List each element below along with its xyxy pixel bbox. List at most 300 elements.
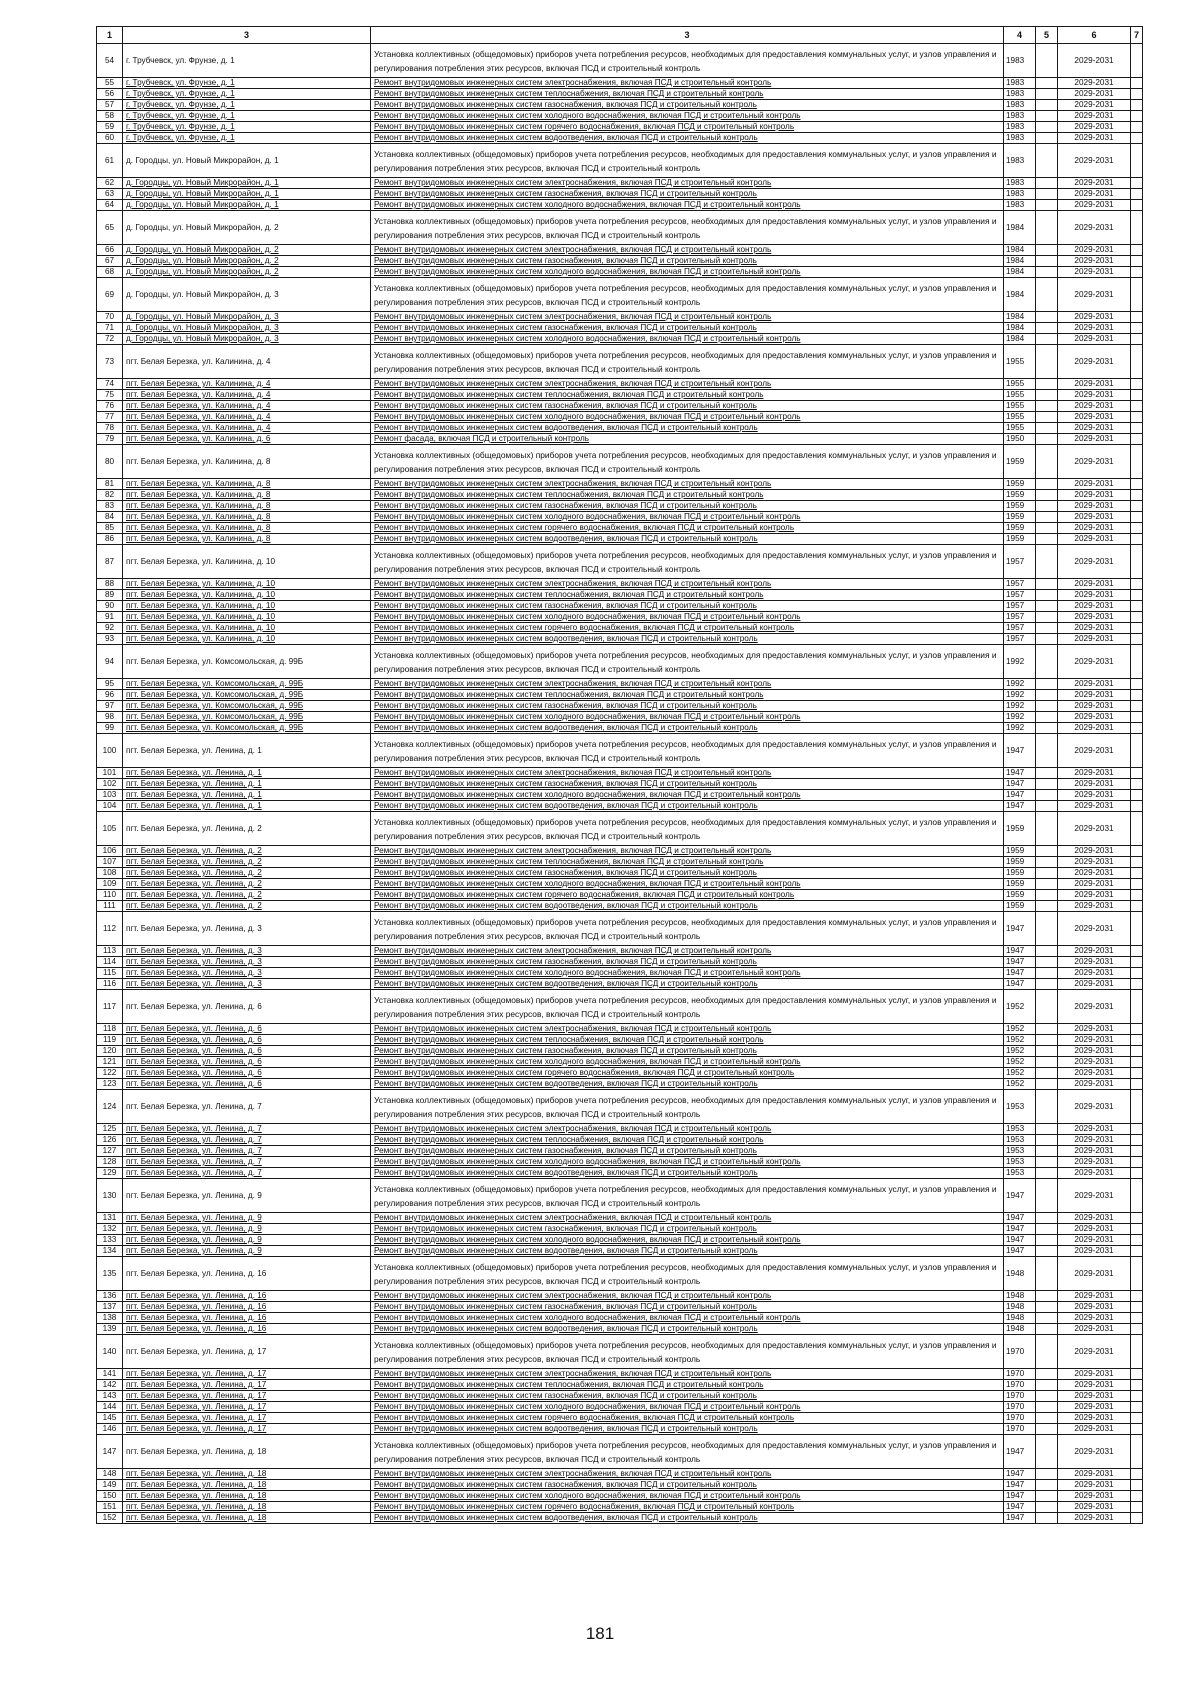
address-cell: пгт. Белая Березка, ул. Калинина, д. 10: [123, 579, 371, 590]
empty-col-5-cell: [1036, 946, 1058, 957]
header-col-1: 1: [97, 27, 123, 44]
address-cell: пгт. Белая Березка, ул. Калинина, д. 4: [123, 412, 371, 423]
row-number: 140: [97, 1335, 123, 1369]
work-type-cell: Ремонт внутридомовых инженерных систем электроснабжения, включая ПСД и строительный контроль: [371, 245, 1004, 256]
row-number: 151: [97, 1502, 123, 1513]
table-row: [97, 979, 1143, 990]
row-number: 58: [97, 111, 123, 122]
row-number: 130: [97, 1179, 123, 1213]
row-number: 125: [97, 1124, 123, 1135]
row-number: 152: [97, 1513, 123, 1524]
address-cell: пгт. Белая Березка, ул. Ленина, д. 18: [123, 1502, 371, 1513]
year-built-cell: 1983: [1004, 189, 1036, 200]
empty-col-5-cell: [1036, 1146, 1058, 1157]
empty-col-5-cell: [1036, 501, 1058, 512]
year-built-cell: 1959: [1004, 523, 1036, 534]
address-cell: пгт. Белая Березка, ул. Ленина, д. 18: [123, 1435, 371, 1469]
table-row: [97, 434, 1143, 445]
period-cell: 2029-2031: [1058, 1146, 1131, 1157]
address-cell: д. Городцы, ул. Новый Микрорайон, д. 3: [123, 334, 371, 345]
table-row: [97, 879, 1143, 890]
year-built-cell: 1959: [1004, 868, 1036, 879]
empty-col-5-cell: [1036, 479, 1058, 490]
empty-col-5-cell: [1036, 979, 1058, 990]
address-cell: пгт. Белая Березка, ул. Ленина, д. 2: [123, 890, 371, 901]
period-cell: 2029-2031: [1058, 601, 1131, 612]
address-cell: пгт. Белая Березка, ул. Калинина, д. 10: [123, 612, 371, 623]
period-cell: 2029-2031: [1058, 178, 1131, 189]
empty-col-5-cell: [1036, 1068, 1058, 1079]
empty-col-5-cell: [1036, 846, 1058, 857]
address-cell: пгт. Белая Березка, ул. Калинина, д. 4: [123, 423, 371, 434]
empty-col-7-cell: [1131, 434, 1143, 445]
table-row: [97, 278, 1143, 312]
work-type-cell: Установка коллективных (общедомовых) приборов учета потребления ресурсов, необходимых для предоставления коммунальных услуг, и узлов управления и регулирования потребления этих ресурсов, включая ПСД и строительный контроль: [371, 345, 1004, 379]
row-number: 98: [97, 712, 123, 723]
empty-col-5-cell: [1036, 390, 1058, 401]
period-cell: 2029-2031: [1058, 245, 1131, 256]
empty-col-7-cell: [1131, 1035, 1143, 1046]
work-type-cell: Установка коллективных (общедомовых) приборов учета потребления ресурсов, необходимых для предоставления коммунальных услуг, и узлов управления и регулирования потребления этих ресурсов, включая ПСД и строительный контроль: [371, 990, 1004, 1024]
year-built-cell: 1959: [1004, 901, 1036, 912]
table-row: [97, 623, 1143, 634]
empty-col-5-cell: [1036, 812, 1058, 846]
year-built-cell: 1959: [1004, 879, 1036, 890]
work-type-cell: Ремонт внутридомовых инженерных систем электроснабжения, включая ПСД и строительный контроль: [371, 379, 1004, 390]
empty-col-7-cell: [1131, 1024, 1143, 1035]
row-number: 63: [97, 189, 123, 200]
address-cell: пгт. Белая Березка, ул. Комсомольская, д. 99Б: [123, 645, 371, 679]
row-number: 115: [97, 968, 123, 979]
empty-col-5-cell: [1036, 1380, 1058, 1391]
address-cell: пгт. Белая Березка, ул. Ленина, д. 9: [123, 1246, 371, 1257]
row-number: 60: [97, 133, 123, 144]
period-cell: 2029-2031: [1058, 523, 1131, 534]
work-type-cell: Установка коллективных (общедомовых) приборов учета потребления ресурсов, необходимых для предоставления коммунальных услуг, и узлов управления и регулирования потребления этих ресурсов, включая ПСД и строительный контроль: [371, 812, 1004, 846]
work-type-cell: Ремонт внутридомовых инженерных систем холодного водоснабжения, включая ПСД и строительный контроль: [371, 1057, 1004, 1068]
table-row: [97, 723, 1143, 734]
year-built-cell: 1947: [1004, 968, 1036, 979]
empty-col-5-cell: [1036, 1079, 1058, 1090]
table-row: [97, 133, 1143, 144]
row-number: 84: [97, 512, 123, 523]
row-number: 150: [97, 1491, 123, 1502]
table-row: [97, 590, 1143, 601]
address-cell: пгт. Белая Березка, ул. Ленина, д. 6: [123, 1068, 371, 1079]
table-row: [97, 1146, 1143, 1157]
empty-col-7-cell: [1131, 1391, 1143, 1402]
address-cell: пгт. Белая Березка, ул. Ленина, д. 16: [123, 1302, 371, 1313]
work-type-cell: Ремонт внутридомовых инженерных систем теплоснабжения, включая ПСД и строительный контроль: [371, 1135, 1004, 1146]
row-number: 65: [97, 211, 123, 245]
empty-col-7-cell: [1131, 334, 1143, 345]
empty-col-7-cell: [1131, 278, 1143, 312]
row-number: 93: [97, 634, 123, 645]
header-col-6: 6: [1058, 27, 1131, 44]
work-type-cell: Ремонт внутридомовых инженерных систем газоснабжения, включая ПСД и строительный контроль: [371, 701, 1004, 712]
work-type-cell: Ремонт внутридомовых инженерных систем электроснабжения, включая ПСД и строительный контроль: [371, 946, 1004, 957]
period-cell: 2029-2031: [1058, 946, 1131, 957]
row-number: 75: [97, 390, 123, 401]
table-row: [97, 812, 1143, 846]
empty-col-5-cell: [1036, 211, 1058, 245]
empty-col-7-cell: [1131, 512, 1143, 523]
work-type-cell: Ремонт внутридомовых инженерных систем газоснабжения, включая ПСД и строительный контроль: [371, 323, 1004, 334]
period-cell: 2029-2031: [1058, 879, 1131, 890]
period-cell: 2029-2031: [1058, 122, 1131, 133]
period-cell: 2029-2031: [1058, 89, 1131, 100]
year-built-cell: 1947: [1004, 1502, 1036, 1513]
work-type-cell: Установка коллективных (общедомовых) приборов учета потребления ресурсов, необходимых для предоставления коммунальных услуг, и узлов управления и регулирования потребления этих ресурсов, включая ПСД и строительный контроль: [371, 912, 1004, 946]
empty-col-5-cell: [1036, 1157, 1058, 1168]
address-cell: д. Городцы, ул. Новый Микрорайон, д. 2: [123, 256, 371, 267]
year-built-cell: 1952: [1004, 990, 1036, 1024]
work-type-cell: Ремонт внутридомовых инженерных систем газоснабжения, включая ПСД и строительный контроль: [371, 601, 1004, 612]
period-cell: 2029-2031: [1058, 1391, 1131, 1402]
work-type-cell: Установка коллективных (общедомовых) приборов учета потребления ресурсов, необходимых для предоставления коммунальных услуг, и узлов управления и регулирования потребления этих ресурсов, включая ПСД и строительный контроль: [371, 44, 1004, 78]
row-number: 133: [97, 1235, 123, 1246]
work-type-cell: Ремонт внутридомовых инженерных систем водоотведения, включая ПСД и строительный контроль: [371, 423, 1004, 434]
empty-col-5-cell: [1036, 1413, 1058, 1424]
work-type-cell: Ремонт внутридомовых инженерных систем холодного водоснабжения, включая ПСД и строительный контроль: [371, 1491, 1004, 1502]
empty-col-5-cell: [1036, 912, 1058, 946]
year-built-cell: 1947: [1004, 1179, 1036, 1213]
address-cell: пгт. Белая Березка, ул. Ленина, д. 2: [123, 901, 371, 912]
year-built-cell: 1947: [1004, 979, 1036, 990]
work-type-cell: Ремонт внутридомовых инженерных систем холодного водоснабжения, включая ПСД и строительный контроль: [371, 879, 1004, 890]
row-number: 80: [97, 445, 123, 479]
empty-col-5-cell: [1036, 1168, 1058, 1179]
period-cell: 2029-2031: [1058, 1502, 1131, 1513]
row-number: 86: [97, 534, 123, 545]
address-cell: г. Трубчевск, ул. Фрунзе, д. 1: [123, 122, 371, 133]
register-sheet: [96, 26, 1142, 1524]
work-type-cell: Установка коллективных (общедомовых) приборов учета потребления ресурсов, необходимых для предоставления коммунальных услуг, и узлов управления и регулирования потребления этих ресурсов, включая ПСД и строительный контроль: [371, 144, 1004, 178]
empty-col-7-cell: [1131, 679, 1143, 690]
empty-col-7-cell: [1131, 1291, 1143, 1302]
address-cell: пгт. Белая Березка, ул. Ленина, д. 1: [123, 779, 371, 790]
empty-col-7-cell: [1131, 1168, 1143, 1179]
row-number: 134: [97, 1246, 123, 1257]
empty-col-7-cell: [1131, 857, 1143, 868]
address-cell: г. Трубчевск, ул. Фрунзе, д. 1: [123, 78, 371, 89]
empty-col-7-cell: [1131, 345, 1143, 379]
year-built-cell: 1984: [1004, 278, 1036, 312]
row-number: 56: [97, 89, 123, 100]
table-row: [97, 78, 1143, 89]
empty-col-5-cell: [1036, 1024, 1058, 1035]
period-cell: 2029-2031: [1058, 323, 1131, 334]
empty-col-7-cell: [1131, 623, 1143, 634]
empty-col-5-cell: [1036, 1090, 1058, 1124]
table-row: [97, 1380, 1143, 1391]
period-cell: 2029-2031: [1058, 501, 1131, 512]
row-number: 85: [97, 523, 123, 534]
year-built-cell: 1959: [1004, 846, 1036, 857]
table-row: [97, 768, 1143, 779]
period-cell: 2029-2031: [1058, 868, 1131, 879]
work-type-cell: Ремонт внутридомовых инженерных систем электроснабжения, включая ПСД и строительный контроль: [371, 178, 1004, 189]
address-cell: пгт. Белая Березка, ул. Калинина, д. 8: [123, 501, 371, 512]
address-cell: пгт. Белая Березка, ул. Ленина, д. 6: [123, 1079, 371, 1090]
year-built-cell: 1948: [1004, 1302, 1036, 1313]
year-built-cell: 1952: [1004, 1024, 1036, 1035]
row-number: 109: [97, 879, 123, 890]
work-type-cell: Установка коллективных (общедомовых) приборов учета потребления ресурсов, необходимых для предоставления коммунальных услуг, и узлов управления и регулирования потребления этих ресурсов, включая ПСД и строительный контроль: [371, 278, 1004, 312]
empty-col-5-cell: [1036, 334, 1058, 345]
row-number: 67: [97, 256, 123, 267]
year-built-cell: 1948: [1004, 1257, 1036, 1291]
table-row: [97, 868, 1143, 879]
period-cell: 2029-2031: [1058, 912, 1131, 946]
table-row: [97, 122, 1143, 133]
address-cell: пгт. Белая Березка, ул. Калинина, д. 8: [123, 490, 371, 501]
address-cell: пгт. Белая Березка, ул. Калинина, д. 4: [123, 379, 371, 390]
empty-col-5-cell: [1036, 612, 1058, 623]
empty-col-7-cell: [1131, 734, 1143, 768]
period-cell: 2029-2031: [1058, 1246, 1131, 1257]
table-row: [97, 890, 1143, 901]
empty-col-7-cell: [1131, 712, 1143, 723]
empty-col-7-cell: [1131, 590, 1143, 601]
empty-col-7-cell: [1131, 545, 1143, 579]
period-cell: 2029-2031: [1058, 801, 1131, 812]
table-row: [97, 1235, 1143, 1246]
work-type-cell: Установка коллективных (общедомовых) приборов учета потребления ресурсов, необходимых для предоставления коммунальных услуг, и узлов управления и регулирования потребления этих ресурсов, включая ПСД и строительный контроль: [371, 734, 1004, 768]
row-number: 101: [97, 768, 123, 779]
row-number: 108: [97, 868, 123, 879]
empty-col-7-cell: [1131, 490, 1143, 501]
empty-col-5-cell: [1036, 1324, 1058, 1335]
empty-col-5-cell: [1036, 1035, 1058, 1046]
empty-col-7-cell: [1131, 1480, 1143, 1491]
empty-col-7-cell: [1131, 423, 1143, 434]
empty-col-7-cell: [1131, 523, 1143, 534]
table-row: [97, 445, 1143, 479]
table-row: [97, 267, 1143, 278]
work-type-cell: Ремонт внутридомовых инженерных систем газоснабжения, включая ПСД и строительный контроль: [371, 256, 1004, 267]
table-row: [97, 178, 1143, 189]
year-built-cell: 1983: [1004, 111, 1036, 122]
works-table: [96, 26, 1143, 1524]
table-row: [97, 1402, 1143, 1413]
table-row: [97, 801, 1143, 812]
empty-col-5-cell: [1036, 868, 1058, 879]
address-cell: пгт. Белая Березка, ул. Ленина, д. 16: [123, 1324, 371, 1335]
table-row: [97, 334, 1143, 345]
empty-col-5-cell: [1036, 1502, 1058, 1513]
period-cell: 2029-2031: [1058, 1424, 1131, 1435]
period-cell: 2029-2031: [1058, 1068, 1131, 1079]
year-built-cell: 1955: [1004, 412, 1036, 423]
year-built-cell: 1984: [1004, 323, 1036, 334]
work-type-cell: Ремонт внутридомовых инженерных систем холодного водоснабжения, включая ПСД и строительный контроль: [371, 200, 1004, 211]
year-built-cell: 1959: [1004, 890, 1036, 901]
header-col-4: 4: [1004, 27, 1036, 44]
empty-col-7-cell: [1131, 44, 1143, 78]
year-built-cell: 1953: [1004, 1135, 1036, 1146]
empty-col-5-cell: [1036, 1257, 1058, 1291]
empty-col-5-cell: [1036, 245, 1058, 256]
empty-col-7-cell: [1131, 390, 1143, 401]
empty-col-7-cell: [1131, 890, 1143, 901]
table-row: [97, 490, 1143, 501]
address-cell: пгт. Белая Березка, ул. Комсомольская, д. 99Б: [123, 712, 371, 723]
row-number: 54: [97, 44, 123, 78]
empty-col-5-cell: [1036, 957, 1058, 968]
year-built-cell: 1957: [1004, 579, 1036, 590]
empty-col-7-cell: [1131, 1424, 1143, 1435]
empty-col-7-cell: [1131, 968, 1143, 979]
empty-col-7-cell: [1131, 445, 1143, 479]
period-cell: 2029-2031: [1058, 211, 1131, 245]
empty-col-5-cell: [1036, 1179, 1058, 1213]
year-built-cell: 1955: [1004, 401, 1036, 412]
row-number: 127: [97, 1146, 123, 1157]
table-row: [97, 1424, 1143, 1435]
year-built-cell: 1957: [1004, 623, 1036, 634]
empty-col-7-cell: [1131, 801, 1143, 812]
period-cell: 2029-2031: [1058, 679, 1131, 690]
empty-col-7-cell: [1131, 245, 1143, 256]
work-type-cell: Ремонт внутридомовых инженерных систем водоотведения, включая ПСД и строительный контроль: [371, 634, 1004, 645]
row-number: 100: [97, 734, 123, 768]
empty-col-7-cell: [1131, 868, 1143, 879]
table-row: [97, 1435, 1143, 1469]
row-number: 77: [97, 412, 123, 423]
address-cell: пгт. Белая Березка, ул. Ленина, д. 2: [123, 879, 371, 890]
table-row: [97, 679, 1143, 690]
period-cell: 2029-2031: [1058, 1491, 1131, 1502]
table-row: [97, 1257, 1143, 1291]
row-number: 119: [97, 1035, 123, 1046]
address-cell: д. Городцы, ул. Новый Микрорайон, д. 1: [123, 200, 371, 211]
empty-col-5-cell: [1036, 122, 1058, 133]
empty-col-5-cell: [1036, 890, 1058, 901]
row-number: 66: [97, 245, 123, 256]
work-type-cell: Ремонт внутридомовых инженерных систем горячего водоснабжения, включая ПСД и строительный контроль: [371, 1502, 1004, 1513]
work-type-cell: Ремонт внутридомовых инженерных систем электроснабжения, включая ПСД и строительный контроль: [371, 1124, 1004, 1135]
empty-col-7-cell: [1131, 1335, 1143, 1369]
address-cell: пгт. Белая Березка, ул. Ленина, д. 3: [123, 912, 371, 946]
table-row: [97, 1502, 1143, 1513]
empty-col-5-cell: [1036, 723, 1058, 734]
address-cell: пгт. Белая Березка, ул. Ленина, д. 18: [123, 1480, 371, 1491]
table-row: [97, 1469, 1143, 1480]
address-cell: пгт. Белая Березка, ул. Комсомольская, д. 99Б: [123, 723, 371, 734]
period-cell: 2029-2031: [1058, 1090, 1131, 1124]
work-type-cell: Ремонт внутридомовых инженерных систем водоотведения, включая ПСД и строительный контроль: [371, 1324, 1004, 1335]
year-built-cell: 1959: [1004, 501, 1036, 512]
address-cell: пгт. Белая Березка, ул. Ленина, д. 9: [123, 1179, 371, 1213]
work-type-cell: Ремонт внутридомовых инженерных систем холодного водоснабжения, включая ПСД и строительный контроль: [371, 412, 1004, 423]
period-cell: 2029-2031: [1058, 645, 1131, 679]
empty-col-5-cell: [1036, 490, 1058, 501]
year-built-cell: 1959: [1004, 479, 1036, 490]
address-cell: г. Трубчевск, ул. Фрунзе, д. 1: [123, 89, 371, 100]
row-number: 76: [97, 401, 123, 412]
work-type-cell: Ремонт фасада, включая ПСД и строительный контроль: [371, 434, 1004, 445]
empty-col-5-cell: [1036, 1402, 1058, 1413]
empty-col-7-cell: [1131, 1369, 1143, 1380]
period-cell: 2029-2031: [1058, 423, 1131, 434]
empty-col-5-cell: [1036, 601, 1058, 612]
year-built-cell: 1984: [1004, 334, 1036, 345]
year-built-cell: 1953: [1004, 1157, 1036, 1168]
empty-col-7-cell: [1131, 401, 1143, 412]
period-cell: 2029-2031: [1058, 1402, 1131, 1413]
header-row: [97, 27, 1143, 44]
table-row: [97, 1324, 1143, 1335]
header-col-2: 3: [123, 27, 371, 44]
row-number: 62: [97, 178, 123, 189]
address-cell: пгт. Белая Березка, ул. Ленина, д. 9: [123, 1235, 371, 1246]
empty-col-7-cell: [1131, 1057, 1143, 1068]
empty-col-5-cell: [1036, 379, 1058, 390]
table-row: [97, 1079, 1143, 1090]
year-built-cell: 1959: [1004, 812, 1036, 846]
address-cell: пгт. Белая Березка, ул. Ленина, д. 6: [123, 1057, 371, 1068]
empty-col-5-cell: [1036, 1480, 1058, 1491]
period-cell: 2029-2031: [1058, 1224, 1131, 1235]
address-cell: г. Трубчевск, ул. Фрунзе, д. 1: [123, 111, 371, 122]
period-cell: 2029-2031: [1058, 490, 1131, 501]
period-cell: 2029-2031: [1058, 144, 1131, 178]
year-built-cell: 1983: [1004, 122, 1036, 133]
address-cell: пгт. Белая Березка, ул. Калинина, д. 10: [123, 590, 371, 601]
work-type-cell: Ремонт внутридомовых инженерных систем электроснабжения, включая ПСД и строительный контроль: [371, 1369, 1004, 1380]
period-cell: 2029-2031: [1058, 534, 1131, 545]
period-cell: 2029-2031: [1058, 390, 1131, 401]
empty-col-7-cell: [1131, 1090, 1143, 1124]
work-type-cell: Ремонт внутридомовых инженерных систем водоотведения, включая ПСД и строительный контроль: [371, 1513, 1004, 1524]
table-row: [97, 1369, 1143, 1380]
empty-col-5-cell: [1036, 1391, 1058, 1402]
header-col-7: 7: [1131, 27, 1143, 44]
work-type-cell: Установка коллективных (общедомовых) приборов учета потребления ресурсов, необходимых для предоставления коммунальных услуг, и узлов управления и регулирования потребления этих ресурсов, включая ПСД и строительный контроль: [371, 1335, 1004, 1369]
empty-col-7-cell: [1131, 1302, 1143, 1313]
empty-col-7-cell: [1131, 990, 1143, 1024]
table-row: [97, 111, 1143, 122]
year-built-cell: 1983: [1004, 89, 1036, 100]
empty-col-5-cell: [1036, 968, 1058, 979]
row-number: 99: [97, 723, 123, 734]
row-number: 96: [97, 690, 123, 701]
work-type-cell: Ремонт внутридомовых инженерных систем холодного водоснабжения, включая ПСД и строительный контроль: [371, 111, 1004, 122]
row-number: 121: [97, 1057, 123, 1068]
year-built-cell: 1947: [1004, 1213, 1036, 1224]
period-cell: 2029-2031: [1058, 1057, 1131, 1068]
empty-col-5-cell: [1036, 1335, 1058, 1369]
empty-col-5-cell: [1036, 1513, 1058, 1524]
empty-col-7-cell: [1131, 1179, 1143, 1213]
empty-col-5-cell: [1036, 534, 1058, 545]
row-number: 128: [97, 1157, 123, 1168]
year-built-cell: 1955: [1004, 379, 1036, 390]
row-number: 139: [97, 1324, 123, 1335]
period-cell: 2029-2031: [1058, 1135, 1131, 1146]
empty-col-5-cell: [1036, 1435, 1058, 1469]
work-type-cell: Ремонт внутридомовых инженерных систем водоотведения, включая ПСД и строительный контроль: [371, 979, 1004, 990]
empty-col-7-cell: [1131, 1491, 1143, 1502]
period-cell: 2029-2031: [1058, 78, 1131, 89]
row-number: 131: [97, 1213, 123, 1224]
row-number: 95: [97, 679, 123, 690]
period-cell: 2029-2031: [1058, 734, 1131, 768]
period-cell: 2029-2031: [1058, 634, 1131, 645]
empty-col-5-cell: [1036, 1469, 1058, 1480]
empty-col-7-cell: [1131, 946, 1143, 957]
